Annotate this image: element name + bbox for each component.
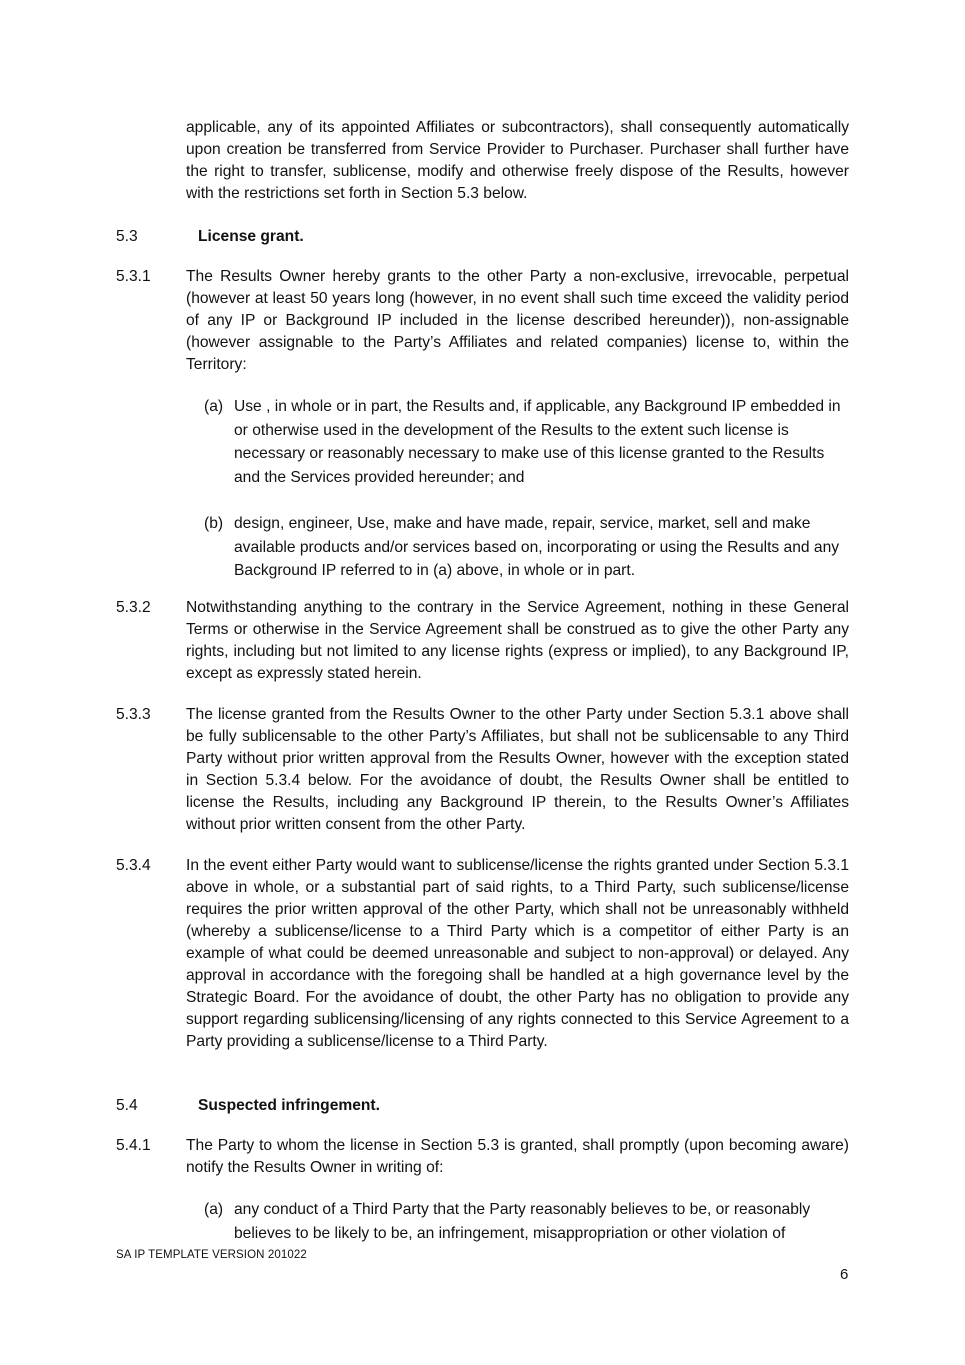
section-5-3-number: 5.3	[116, 228, 138, 245]
clause-5-4-1-text: The Party to whom the license in Section 5.3 is granted, shall promptly (upon becoming aware) notify the Results Owner in writing of:	[186, 1137, 849, 1176]
item-5-3-1-b-label: (b)	[204, 515, 224, 532]
item-5-3-1-b-text: design, engineer, Use, make and have made, repair, service, market, sell and make available products and/or services based on, incorporating or using the Results and any Background IP referred to in (a) above, in whole or in part.	[234, 515, 840, 579]
section-5-4-number: 5.4	[116, 1097, 138, 1114]
clause-5-3-2-number: 5.3.2	[116, 599, 151, 616]
item-5-3-1-a-label: (a)	[204, 398, 224, 415]
clause-5-3-4-number: 5.3.4	[116, 857, 151, 874]
item-5-4-1-a-text: any conduct of a Third Party that the Party reasonably believes to be, or reasonably believes to be likely to be, an infringement, misappropriation or other violation of	[234, 1201, 811, 1242]
clause-5-3-1-text: The Results Owner hereby grants to the other Party a non-exclusive, irrevocable, perpetual (however at least 50 years long (however, in no event shall such time exceed the validity period of any IP or Background IP included in the license described hereunder)), non-assignable (however assignable to the Party’s Affiliates and related companies) license to, within the Territory:	[186, 268, 849, 373]
intro-paragraph: applicable, any of its appointed Affiliates or subcontractors), shall consequently automatically upon creation be transferred from Service Provider to Purchaser. Purchaser shall further have the right to transfer, sublicense, modify and otherwise freely dispose of the Results, however with the restrictions set forth in Section 5.3 below.	[186, 119, 849, 202]
page-number: 6	[840, 1266, 849, 1283]
clause-5-3-2-text: Notwithstanding anything to the contrary in the Service Agreement, nothing in these General Terms or otherwise in the Service Agreement shall be construed as to give the other Party any rights, including but not limited to any license rights (express or implied), to any Background IP, except as expressly stated herein.	[186, 599, 849, 682]
item-5-4-1-a-label: (a)	[204, 1201, 224, 1218]
clause-5-3-3-number: 5.3.3	[116, 706, 151, 723]
clause-5-4-1-number: 5.4.1	[116, 1137, 151, 1154]
clause-5-3-3-text: The license granted from the Results Owner to the other Party under Section 5.3.1 above shall be fully sublicensable to the other Party’s Affiliates, but shall not be sublicensable to any Third Party without prior written approval from the Results Owner, however with the exception stated in Section 5.3.4 below. For the avoidance of doubt, the Results Owner shall be entitled to license the Results, including any Background IP therein, to the Results Owner’s Affiliates without prior written consent from the other Party.	[186, 706, 849, 833]
section-5-3-heading: License grant.	[198, 228, 304, 245]
clause-5-3-4-text: In the event either Party would want to sublicense/license the rights granted under Section 5.3.1 above in whole, or a substantial part of said rights, to a Third Party, such sublicense/license requires the prior written approval of the other Party, which shall not be unreasonably withheld (whereby a sublicense/license to a Third Party which is a competitor of either Party is an example of what could be deemed unreasonable and subject to non-approval) or delayed. Any approval in accordance with the foregoing shall be handled at a high governance level by the Strategic Board. For the avoidance of doubt, the other Party has no obligation to provide any support regarding sublicensing/licensing of any rights connected to this Service Agreement to a Party providing a sublicense/license to a Third Party.	[186, 857, 849, 1050]
footer-template-version: SA IP TEMPLATE VERSION 201022	[116, 1249, 307, 1261]
item-5-3-1-a-text: Use , in whole or in part, the Results and, if applicable, any Background IP embedded in or otherwise used in the development of the Results to the extent such license is necessary or reasonably necessary to make use of this license granted to the Results and the Services provided hereunder; and	[234, 398, 841, 486]
clause-5-3-1-number: 5.3.1	[116, 268, 151, 285]
section-5-4-heading: Suspected infringement.	[198, 1097, 380, 1114]
